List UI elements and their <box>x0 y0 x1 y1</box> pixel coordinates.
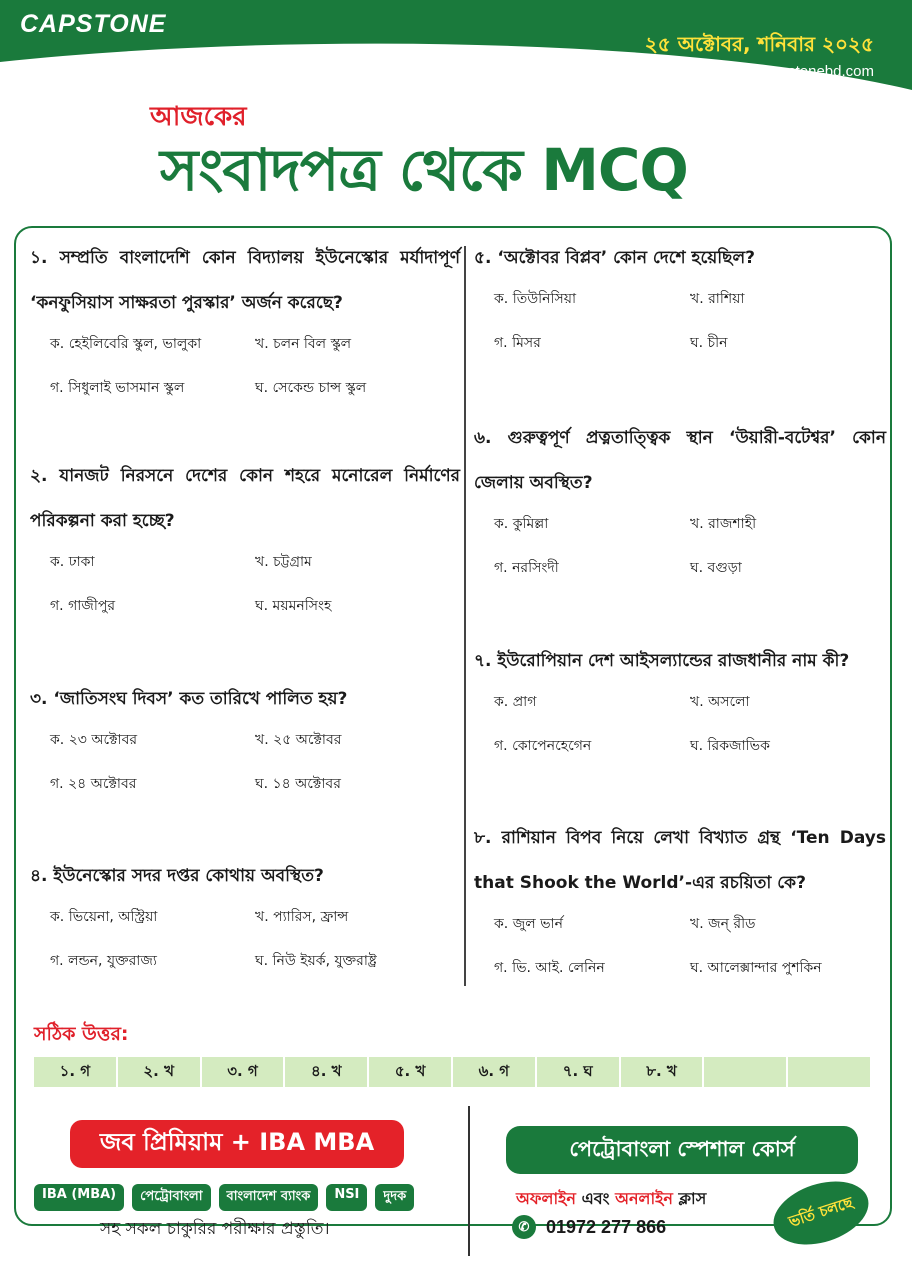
option[interactable]: গ. ২৪ অক্টোবর <box>50 776 137 792</box>
option[interactable]: গ. লন্ডন, যুক্তরাজ্য <box>50 953 157 969</box>
answer-cell: ৪. খ <box>285 1057 369 1087</box>
option[interactable]: ক. কুমিল্লা <box>494 516 549 532</box>
question-text: ১. সম্প্রতি বাংলাদেশি কোন বিদ্যালয় ইউনেস্কোর মর্যাদাপূর্ণ ‘কনফুসিয়াস সাক্ষরতা পুরস্কার’ অর্জন করেছে? <box>30 248 460 313</box>
option-list <box>474 912 886 980</box>
option[interactable]: গ. কোপেনহেগেন <box>494 738 592 754</box>
option[interactable]: ক. প্রাগ <box>494 694 537 710</box>
answer-cell <box>704 1057 788 1087</box>
question-5 <box>474 236 886 355</box>
option[interactable]: খ. প্যারিস, ফ্রান্স <box>255 909 349 925</box>
option[interactable]: খ. চট্টগ্রাম <box>255 554 312 570</box>
petrobangla-course-button[interactable]: পেট্রোবাংলা স্পেশাল কোর্স <box>506 1126 858 1174</box>
class-mode-text <box>516 1186 706 1213</box>
option[interactable]: খ. ২৫ অক্টোবর <box>255 732 342 748</box>
option[interactable]: গ. গাজীপুর <box>50 598 116 614</box>
column-divider <box>464 246 466 986</box>
question-text: ৩. ‘জাতিসংঘ দিবস’ কত তারিখে পালিত হয়? <box>30 689 348 709</box>
answer-cell: ৭. ঘ <box>537 1057 621 1087</box>
question-text: ৫. ‘অক্টোবর বিপ্লব’ কোন দেশে হয়েছিল? <box>474 248 755 268</box>
option[interactable]: খ. জন্ রীড <box>690 916 756 932</box>
and-label: এবং <box>576 1189 616 1208</box>
answer-cell: ১. গ <box>34 1057 118 1087</box>
question-text: ৮. রাশিয়ান বিপব নিয়ে লেখা বিখ্যাত গ্রন্থ ‘Ten Days that Shook the World’-এর রচয়িতা কে? <box>474 828 886 893</box>
website-url[interactable]: www.capstonebd.com <box>728 63 874 80</box>
issue-date: ২৫ অক্টোবর, শনিবার ২০২৫ <box>644 32 874 56</box>
answer-cell: ২. খ <box>118 1057 202 1087</box>
class-label: ক্লাস <box>672 1189 707 1208</box>
option[interactable]: খ. অসলো <box>690 694 750 710</box>
title-prefix: আজকের <box>150 102 247 132</box>
header-banner <box>0 0 912 90</box>
option-list <box>474 512 886 580</box>
tag-petrobangla: পেট্রোবাংলা <box>132 1184 210 1211</box>
option[interactable]: ক. জুল ভার্ন <box>494 916 563 932</box>
answer-cell: ৮. খ <box>621 1057 705 1087</box>
admission-badge: ভর্তি চলছে <box>765 1170 876 1255</box>
question-7 <box>474 639 886 758</box>
option[interactable]: খ. রাশিয়া <box>690 291 745 307</box>
answer-cell: ৩. গ <box>202 1057 286 1087</box>
option[interactable]: ঘ. চীন <box>690 335 728 351</box>
question-text: ৬. গুরুত্বপূর্ণ প্রত্নতাত্ত্বিক স্থান ‘উয়ারী-বটেশ্বর’ কোন জেলায় অবস্থিত? <box>474 428 886 493</box>
question-4 <box>30 854 460 973</box>
option[interactable]: ঘ. নিউ ইয়র্ক, যুক্তরাষ্ট্র <box>255 953 377 969</box>
option[interactable]: খ. রাজশাহী <box>690 516 757 532</box>
tag-iba: IBA (MBA) <box>34 1184 124 1211</box>
option-list <box>30 728 460 796</box>
answers-title: সঠিক উত্তর: <box>34 1023 129 1045</box>
brand-logo: CAPSTONE <box>20 10 167 38</box>
answer-cell <box>788 1057 870 1087</box>
exam-tags <box>34 1184 454 1211</box>
option[interactable]: গ. ভি. আই. লেনিন <box>494 960 605 976</box>
option[interactable]: ঘ. ময়মনসিংহ <box>255 598 332 614</box>
option[interactable]: ক. ভিয়েনা, অস্ট্রিয়া <box>50 909 158 925</box>
option[interactable]: ঘ. আলেক্সান্দার পুশকিন <box>690 960 822 976</box>
option[interactable]: ক. ঢাকা <box>50 554 95 570</box>
tag-nsi: NSI <box>326 1184 367 1211</box>
option-list <box>30 905 460 973</box>
option[interactable]: খ. চলন বিল স্কুল <box>255 336 352 352</box>
offline-label: অফলাইন <box>516 1189 576 1208</box>
phone-number[interactable]: 01972 277 866 <box>546 1216 667 1237</box>
tag-dudok: দুদক <box>375 1184 414 1211</box>
option[interactable]: ঘ. বগুড়া <box>690 560 742 576</box>
option[interactable]: ক. তিউনিসিয়া <box>494 291 577 307</box>
option-list <box>474 690 886 758</box>
answer-key-row <box>34 1057 870 1087</box>
question-2 <box>30 454 460 618</box>
option[interactable]: গ. মিসর <box>494 335 541 351</box>
online-label: অনলাইন <box>615 1189 673 1208</box>
question-1 <box>30 236 460 400</box>
question-text: ৭. ইউরোপিয়ান দেশ আইসল্যান্ডের রাজধানীর নাম কী? <box>474 651 850 671</box>
option[interactable]: ঘ. সেকেন্ড চান্স স্কুল <box>255 380 367 396</box>
contact-phone[interactable] <box>512 1215 666 1239</box>
option[interactable]: ক. হেইলিবেরি স্কুল, ভালুকা <box>50 336 202 352</box>
question-text: ২. যানজট নিরসনে দেশের কোন শহরে মনোরেল নির্মাণের পরিকল্পনা করা হচ্ছে? <box>30 466 460 531</box>
tag-bangladesh-bank: বাংলাদেশ ব্যাংক <box>219 1184 319 1211</box>
question-3 <box>30 677 460 796</box>
option[interactable]: ঘ. ১৪ অক্টোবর <box>255 776 341 792</box>
option-list <box>30 550 460 618</box>
promo-divider <box>468 1106 470 1256</box>
option-list <box>474 287 886 355</box>
phone-icon: ✆ <box>512 1215 536 1239</box>
job-premium-button[interactable]: জব প্রিমিয়াম + IBA MBA <box>70 1120 404 1168</box>
page-title: সংবাদপত্র থেকে MCQ <box>160 136 688 204</box>
option-list <box>30 332 460 400</box>
question-8 <box>474 816 886 980</box>
answer-cell: ৬. গ <box>453 1057 537 1087</box>
question-text: ৪. ইউনেস্কোর সদর দপ্তর কোথায় অবস্থিত? <box>30 866 324 886</box>
question-6 <box>474 416 886 580</box>
option[interactable]: ঘ. রিকজাভিক <box>690 738 770 754</box>
option[interactable]: গ. নরসিংদী <box>494 560 559 576</box>
option[interactable]: গ. সিধুলাই ভাসমান স্কুল <box>50 380 185 396</box>
prep-text: সহ সকল চাকুরির পরীক্ষার প্রস্তুতি। <box>100 1219 330 1239</box>
answer-cell: ৫. খ <box>369 1057 453 1087</box>
option[interactable]: ক. ২৩ অক্টোবর <box>50 732 138 748</box>
